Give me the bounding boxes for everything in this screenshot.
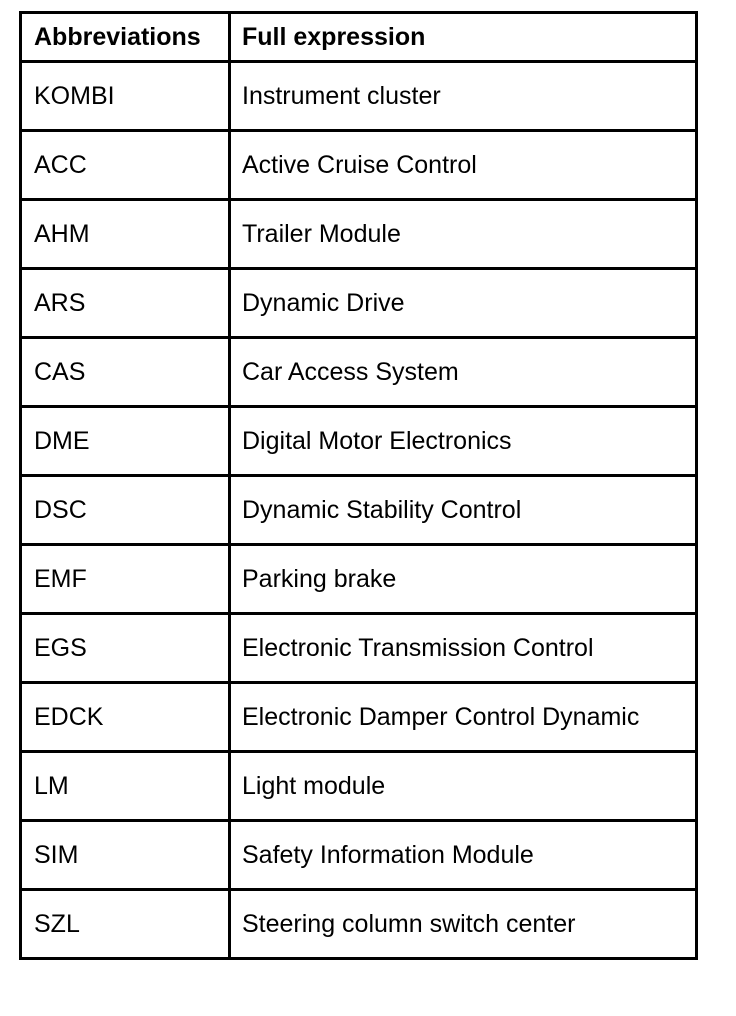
table-row [21, 407, 697, 476]
table-row [21, 131, 697, 200]
table-row [21, 62, 697, 131]
abbreviation-cell: SZL [21, 890, 230, 959]
abbreviation-cell: SIM [21, 821, 230, 890]
full-expression-cell: Parking brake [230, 545, 697, 614]
table-row [21, 614, 697, 683]
full-expression-cell: Trailer Module [230, 200, 697, 269]
table-header-row [21, 13, 697, 62]
table-row [21, 752, 697, 821]
full-expression-cell: Active Cruise Control [230, 131, 697, 200]
header-full-expression: Full expression [230, 13, 697, 62]
full-expression-cell: Dynamic Drive [230, 269, 697, 338]
full-expression-cell: Electronic Damper Control Dynamic [230, 683, 697, 752]
full-expression-cell: Light module [230, 752, 697, 821]
table-row [21, 683, 697, 752]
abbreviation-cell: EGS [21, 614, 230, 683]
header-abbreviations: Abbreviations [21, 13, 230, 62]
table-row [21, 890, 697, 959]
abbreviation-cell: CAS [21, 338, 230, 407]
table-row [21, 821, 697, 890]
abbreviation-cell: EDCK [21, 683, 230, 752]
full-expression-cell: Instrument cluster [230, 62, 697, 131]
table-row [21, 545, 697, 614]
table-row [21, 269, 697, 338]
abbreviation-cell: EMF [21, 545, 230, 614]
full-expression-cell: Steering column switch center [230, 890, 697, 959]
abbreviation-cell: ARS [21, 269, 230, 338]
full-expression-cell: Safety Information Module [230, 821, 697, 890]
abbreviation-cell: LM [21, 752, 230, 821]
abbreviation-cell: DME [21, 407, 230, 476]
abbreviation-cell: DSC [21, 476, 230, 545]
abbreviation-cell: KOMBI [21, 62, 230, 131]
full-expression-cell: Car Access System [230, 338, 697, 407]
table-row [21, 476, 697, 545]
abbreviation-cell: AHM [21, 200, 230, 269]
table-row [21, 200, 697, 269]
abbreviations-table [19, 11, 698, 960]
full-expression-cell: Electronic Transmission Control [230, 614, 697, 683]
abbreviation-cell: ACC [21, 131, 230, 200]
full-expression-cell: Digital Motor Electronics [230, 407, 697, 476]
full-expression-cell: Dynamic Stability Control [230, 476, 697, 545]
table-row [21, 338, 697, 407]
